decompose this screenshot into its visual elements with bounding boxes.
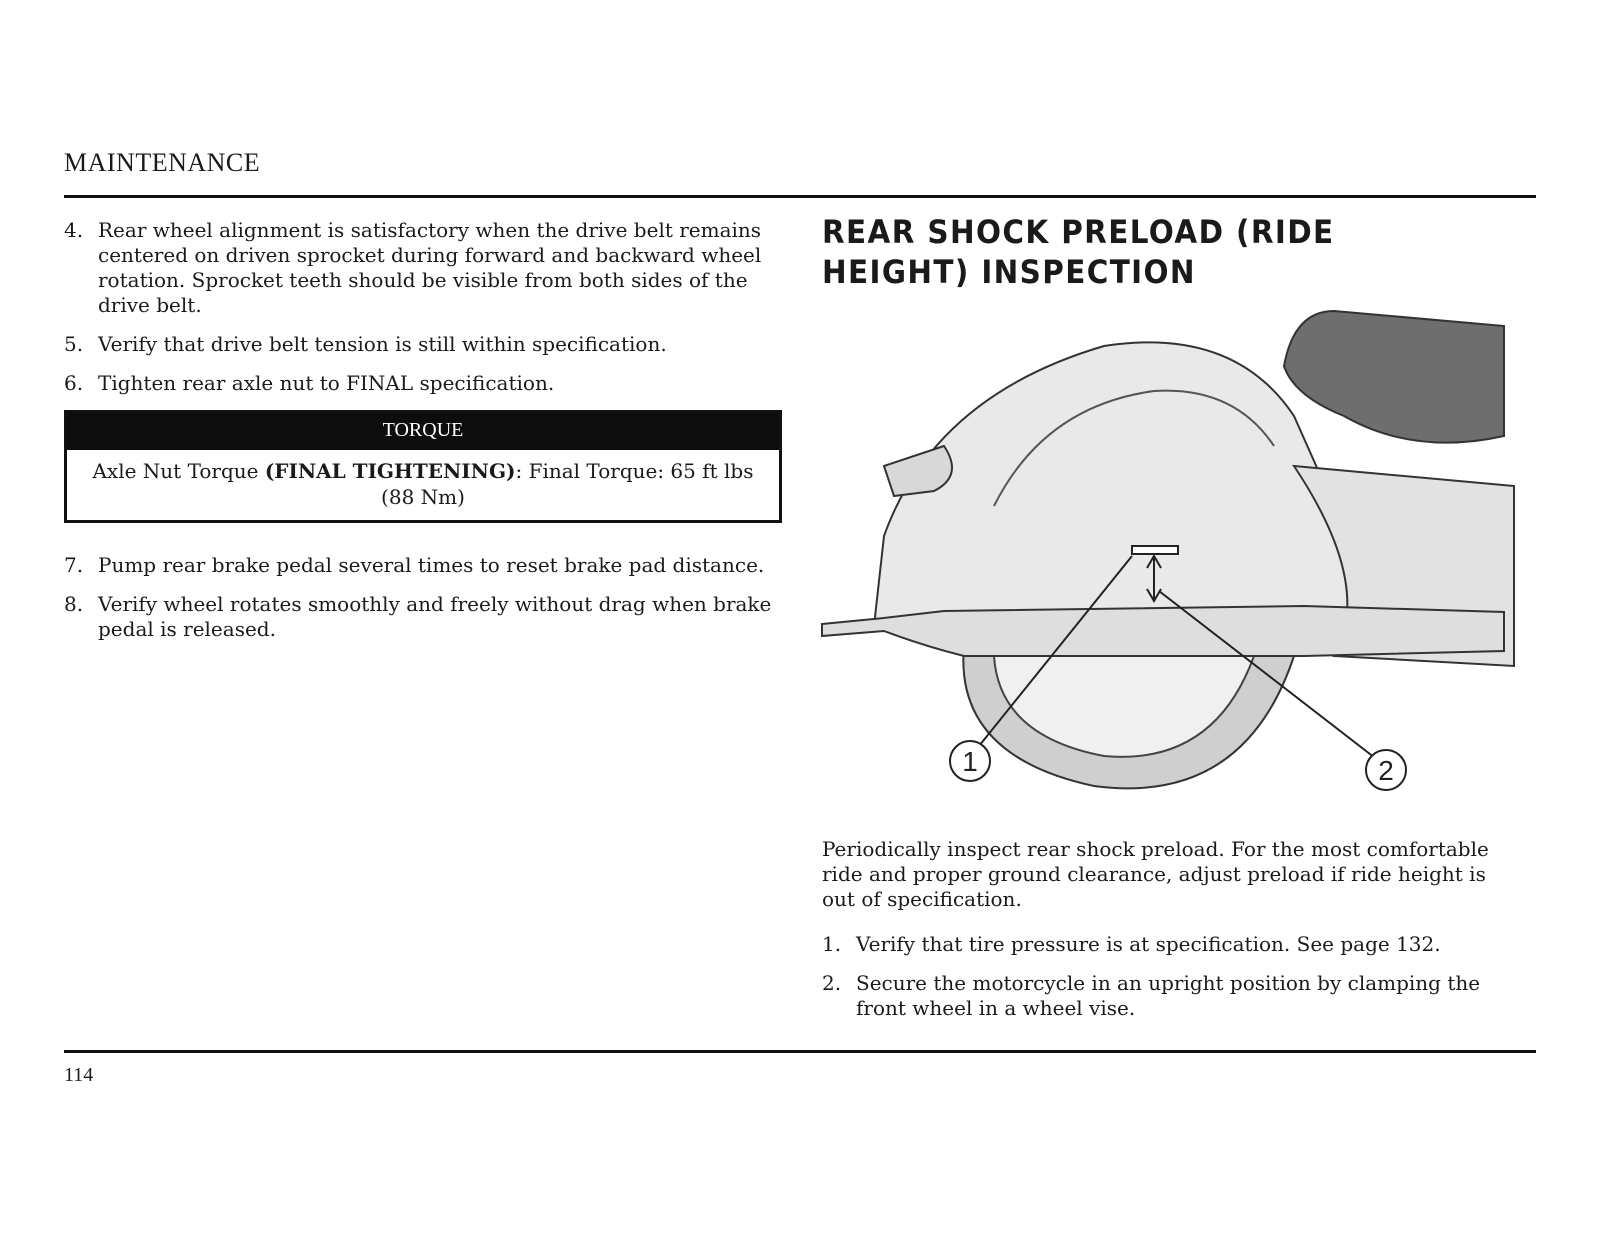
callout-1-label: 1 xyxy=(962,746,978,777)
torque-spec-box xyxy=(64,410,782,523)
rear-fender xyxy=(874,342,1354,636)
step-text: Rear wheel alignment is satisfactory when the drive belt remains centered on driven sprocket during forward and backward wheel rotation. Sprocket teeth should be visible from both sides of the drive belt. xyxy=(98,218,762,317)
step-number: 2. xyxy=(822,971,842,995)
list-item xyxy=(64,553,784,578)
step-number: 6. xyxy=(64,371,84,395)
steps-list-a xyxy=(64,218,784,396)
step-text: Secure the motorcycle in an upright position by clamping the front wheel in a wheel vise. xyxy=(856,971,1481,1020)
torque-label: Axle Nut Torque xyxy=(92,459,265,483)
step-number: 4. xyxy=(64,218,84,242)
step-text: Pump rear brake pedal several times to reset brake pad distance. xyxy=(98,553,765,577)
torque-label-bold: (FINAL TIGHTENING) xyxy=(264,459,516,483)
list-item xyxy=(822,971,1522,1021)
left-column xyxy=(64,218,784,656)
step-text: Verify wheel rotates smoothly and freely without drag when brake pedal is released. xyxy=(98,592,772,641)
steps-list-c xyxy=(822,932,1522,1021)
section-heading: REAR SHOCK PRELOAD (RIDE HEIGHT) INSPECTION xyxy=(822,213,1335,291)
footer-divider xyxy=(64,1050,1536,1053)
step-text: Verify that drive belt tension is still within specification. xyxy=(98,332,667,356)
step-number: 8. xyxy=(64,592,84,616)
exhaust-pipe xyxy=(822,606,1504,656)
list-item xyxy=(64,332,784,357)
reference-mark xyxy=(1132,546,1178,554)
torque-value: : Final Torque: 65 ft lbs (88 Nm) xyxy=(381,459,754,509)
seat-shape xyxy=(1284,311,1504,443)
header-divider xyxy=(64,195,1536,198)
list-item xyxy=(64,371,784,396)
step-text: Verify that tire pressure is at specification. See page 132. xyxy=(856,932,1441,956)
intro-paragraph: Periodically inspect rear shock preload. For the most comfortable ride and proper ground clearance, adjust preload if ride height is out of specification. xyxy=(822,837,1489,911)
steps-list-b xyxy=(64,553,784,642)
step-text: Tighten rear axle nut to FINAL specification. xyxy=(98,371,555,395)
step-number: 5. xyxy=(64,332,84,356)
torque-title: TORQUE xyxy=(67,413,779,450)
right-column xyxy=(822,212,1522,1035)
list-item xyxy=(64,218,784,318)
section-title: MAINTENANCE xyxy=(64,148,261,177)
callout-2-label: 2 xyxy=(1378,755,1394,786)
page-number: 114 xyxy=(64,1064,94,1086)
step-number: 7. xyxy=(64,553,84,577)
rear-shock-figure xyxy=(814,306,1524,811)
step-number: 1. xyxy=(822,932,842,956)
torque-spec xyxy=(67,450,779,520)
list-item xyxy=(822,932,1522,957)
list-item xyxy=(64,592,784,642)
